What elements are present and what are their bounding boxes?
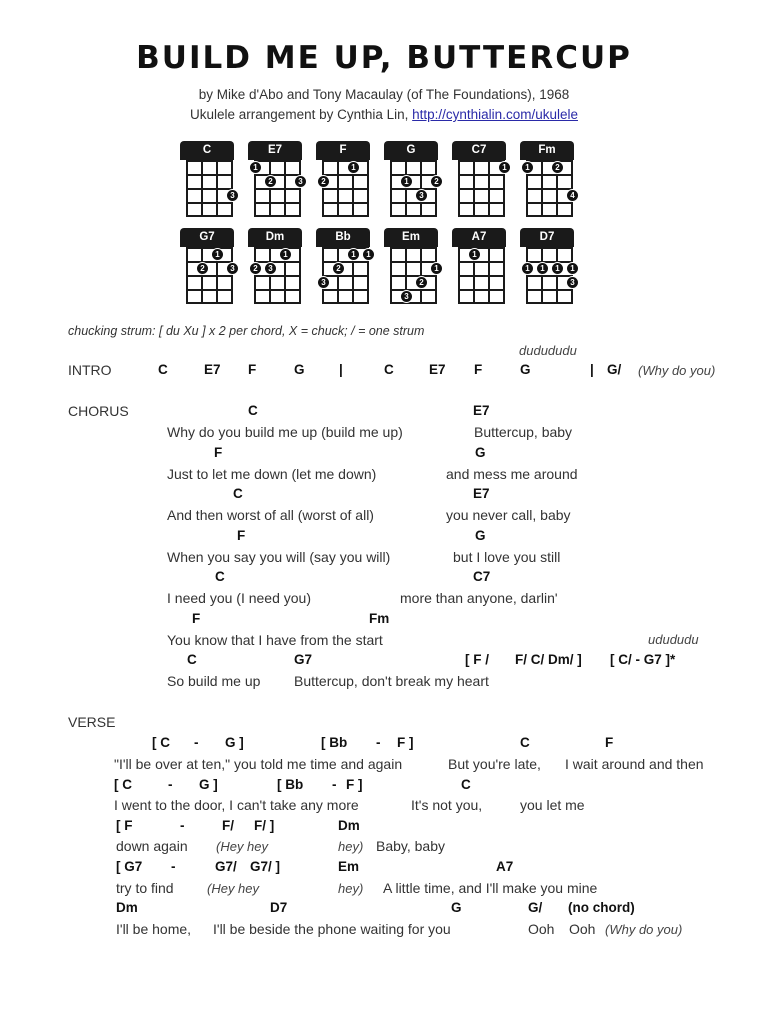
chord-label: C7 [473,569,491,584]
chord-label: Dm [116,900,138,915]
arrangement-text: Ukulele arrangement by Cynthia Lin, [190,107,413,122]
fret-line [526,174,573,176]
chord-label: - [194,735,199,750]
fret-line [254,174,301,176]
fret-line [322,215,369,217]
chord-diagram-e7 [248,141,304,221]
chord-name: Dm [248,228,302,247]
lyric-text: Buttercup, baby [474,424,573,440]
chord-name: F [316,141,370,160]
finger-dot: 1 [430,262,443,275]
finger-dot: 2 [196,262,209,275]
fret-line [390,160,437,162]
lyric-text: And then worst of all (worst of all) [167,507,374,523]
chord-label: C [384,362,394,377]
chord-name: Fm [520,141,574,160]
fret-line [254,275,301,277]
chord-label: F [248,362,257,377]
fret-line [458,188,505,190]
chord-label: F [192,611,201,626]
finger-dot: 3 [415,189,428,202]
fretboard-grid [322,160,367,216]
fret-line [254,215,301,217]
arrangement-link[interactable]: http://cynthialin.com/ukulele [412,107,578,122]
fretboard-grid [253,160,303,216]
annotation-text: hey) [338,881,364,896]
lyric-text: But you're late, [448,756,541,772]
fret-line [186,289,233,291]
lyric-text: you let me [520,797,585,813]
chord-label: E7 [204,362,221,377]
lyric-text: So build me up [167,673,261,689]
finger-dot: 1 [521,262,534,275]
chord-label: C [215,569,225,584]
lyric-text: but I love you still [453,549,561,565]
annotation-text: (Why do you) [605,922,683,937]
finger-dot: 3 [264,262,277,275]
chord-label: - [376,735,381,750]
chord-name: C7 [452,141,506,160]
chord-label: C [520,735,530,750]
chord-label: - [168,777,173,792]
lyric-text: Baby, baby [376,838,446,854]
chord-name: C [180,141,234,160]
chord-label: D7 [270,900,288,915]
fretboard-grid [390,160,439,216]
chord-name: A7 [452,228,506,247]
fret-line [526,247,573,249]
chord-label: F/ [222,818,234,833]
chord-label: F ] [346,777,363,792]
finger-dot: 2 [332,262,345,275]
fret-line [322,247,369,249]
chord-label: A7 [496,859,514,874]
section-label: VERSE [68,714,116,730]
fret-line [526,275,573,277]
chord-diagram-bb [316,228,372,308]
chord-label: Dm [338,818,360,833]
finger-dot: 1 [249,161,262,174]
finger-dot: 1 [347,248,360,261]
chord-diagram-g [384,141,440,221]
fret-line [186,174,233,176]
fretboard-grid [186,247,235,303]
fret-line [458,202,505,204]
chord-label: G ] [199,777,218,792]
fret-line [322,160,369,162]
chord-label: G/ [607,362,622,377]
finger-dot: 1 [521,161,534,174]
fretboard-grid [458,160,507,216]
lyric-text: Just to let me down (let me down) [167,466,377,482]
chord-label: - [332,777,337,792]
chord-label: | [590,362,594,377]
fret-line [390,188,437,190]
finger-dot: 3 [226,262,239,275]
chord-label: G [451,900,462,915]
finger-dot: 1 [468,248,481,261]
fret-line [458,247,505,249]
fret-line [254,160,301,162]
fret-line [458,160,505,162]
fret-line [390,202,437,204]
finger-dot: 3 [400,290,413,303]
fret-line [186,215,233,217]
lyric-text: Why do you build me up (build me up) [167,424,403,440]
chord-label: [ F [116,818,133,833]
chord-label: - [171,859,176,874]
chord-label: F [605,735,614,750]
chord-name: Bb [316,228,370,247]
chord-diagram-f [316,141,372,221]
annotation-text: (Hey hey [207,881,260,896]
fret-line [322,302,369,304]
fret-line [390,215,437,217]
fret-line [322,174,369,176]
finger-dot: 2 [317,175,330,188]
chord-label: E7 [473,403,490,418]
lyric-text: Buttercup, don't break my heart [294,673,489,689]
fret-line [254,302,301,304]
finger-dot: 1 [566,262,579,275]
chord-label: F [214,445,223,460]
fret-line [390,289,437,291]
strum-note: chucking strum: [ du Xu ] x 2 per chord, X = chuck; / = one strum [68,324,425,338]
chord-label: C [187,652,197,667]
fret-line [390,261,437,263]
annotation-text: (Hey hey [216,839,269,854]
fret-line [526,289,573,291]
annotation-text: udududu [648,632,699,647]
fret-line [458,174,505,176]
chord-label: F ] [397,735,414,750]
lyric-text: you never call, baby [446,507,571,523]
fret-line [458,302,505,304]
chord-label: G [294,362,305,377]
fret-line [186,261,233,263]
lyric-text: I need you (I need you) [167,590,311,606]
finger-dot: 2 [430,175,443,188]
chord-label: E7 [473,486,490,501]
fretboard-grid [458,247,503,303]
fret-line [186,160,233,162]
fretboard-grid [390,247,439,303]
fret-line [254,188,301,190]
fret-line [254,289,301,291]
fretboard-grid [254,247,299,303]
fret-line [458,275,505,277]
chord-label: G7/ [215,859,237,874]
lyric-text: I wait around and then [565,756,704,772]
chord-label: G [520,362,531,377]
chord-diagram-a7 [452,228,508,308]
chord-label: Em [338,859,360,874]
chord-label: [ F / [465,652,489,667]
chord-label: (no chord) [568,900,635,915]
fret-line [186,202,233,204]
finger-dot: 1 [362,248,375,261]
lyric-text: When you say you will (say you will) [167,549,391,565]
lyric-text: Ooh [569,921,596,937]
chord-label: F/ ] [254,818,275,833]
lyric-text: I'll be beside the phone waiting for you [213,921,451,937]
chord-label: F [237,528,246,543]
lyric-text: try to find [116,880,174,896]
fret-line [526,160,573,162]
chord-label: - [180,818,185,833]
chord-label: [ G7 [116,859,143,874]
finger-dot: 1 [536,262,549,275]
chord-diagram-c7 [452,141,508,221]
chord-diagram-g7 [180,228,236,308]
fret-line [458,289,505,291]
chord-label: [ Bb [277,777,304,792]
chord-diagram-c [180,141,236,221]
fret-line [526,215,573,217]
fret-line [322,202,369,204]
fret-line [390,302,437,304]
chord-diagram-d7 [520,228,576,308]
chord-label: G [475,528,486,543]
chord-name: Em [384,228,438,247]
chord-label: G [475,445,486,460]
chord-name: D7 [520,228,574,247]
chord-label: E7 [429,362,446,377]
finger-dot: 2 [249,262,262,275]
lyric-text: You know that I have from the start [167,632,383,648]
chord-diagram-fm [520,141,576,221]
chord-label: [ C/ - G7 ]* [610,652,676,667]
chord-label: C [461,777,471,792]
chord-label: C [233,486,243,501]
chord-label: C [158,362,168,377]
fret-line [390,247,437,249]
finger-dot: 2 [264,175,277,188]
chord-label: [ C [152,735,170,750]
fret-line [390,275,437,277]
finger-dot: 3 [317,276,330,289]
chord-label: F [474,362,483,377]
fret-line [186,247,233,249]
fret-line [526,202,573,204]
fret-line [186,275,233,277]
lyric-text: I'll be home, [116,921,192,937]
finger-dot: 4 [566,189,579,202]
annotation-text: dudududu [519,343,577,358]
lyric-text: Ooh [528,921,555,937]
fretboard-grid [525,160,575,216]
fret-line [322,275,369,277]
fret-line [322,289,369,291]
chord-diagram-em [384,228,440,308]
chord-name: G7 [180,228,234,247]
chord-label: G ] [225,735,244,750]
fret-line [390,174,437,176]
section-label: INTRO [68,362,112,378]
finger-dot: 1 [211,248,224,261]
annotation-text: (Why do you) [638,363,716,378]
chord-label: F/ C/ Dm/ ] [515,652,582,667]
fret-line [186,188,233,190]
chord-label: G/ [528,900,543,915]
lyric-text: A little time, and I'll make you mine [383,880,598,896]
section-label: CHORUS [68,403,129,419]
finger-dot: 1 [498,161,511,174]
finger-dot: 1 [400,175,413,188]
lyric-text: more than anyone, darlin' [400,590,558,606]
chord-diagram-dm [248,228,304,308]
finger-dot: 1 [551,262,564,275]
chord-label: [ Bb [321,735,348,750]
fret-line [526,302,573,304]
finger-dot: 3 [294,175,307,188]
lyric-text: down again [116,838,188,854]
arrangement-line [0,107,768,122]
fret-line [186,302,233,304]
fret-line [526,188,573,190]
fret-line [458,215,505,217]
finger-dot: 2 [551,161,564,174]
finger-dot: 1 [279,248,292,261]
finger-dot: 1 [347,161,360,174]
fretboard-grid [525,247,575,303]
chord-label: G7/ ] [250,859,281,874]
finger-dot: 2 [415,276,428,289]
fret-line [254,202,301,204]
finger-dot: 3 [226,189,239,202]
fret-line [254,261,301,263]
annotation-text: hey) [338,839,364,854]
fretboard-grid [186,160,235,216]
chord-label: | [339,362,343,377]
chord-label: C [248,403,258,418]
lyric-text: It's not you, [411,797,483,813]
fret-line [322,188,369,190]
lyric-text: "I'll be over at ten," you told me time and again [114,756,403,772]
fretboard-grid [321,247,371,303]
song-credit: by Mike d'Abo and Tony Macaulay (of The Foundations), 1968 [198,87,570,102]
chord-name: G [384,141,438,160]
finger-dot: 3 [566,276,579,289]
chord-label: G7 [294,652,313,667]
fret-line [322,261,369,263]
chord-label: [ C [114,777,132,792]
lyric-text: I went to the door, I can't take any more [114,797,359,813]
chord-name: E7 [248,141,302,160]
lyric-text: and mess me around [446,466,578,482]
song-title: BUILD ME UP, BUTTERCUP [136,40,632,76]
fret-line [526,261,573,263]
fret-line [458,261,505,263]
fret-line [254,247,301,249]
chord-label: Fm [369,611,390,626]
